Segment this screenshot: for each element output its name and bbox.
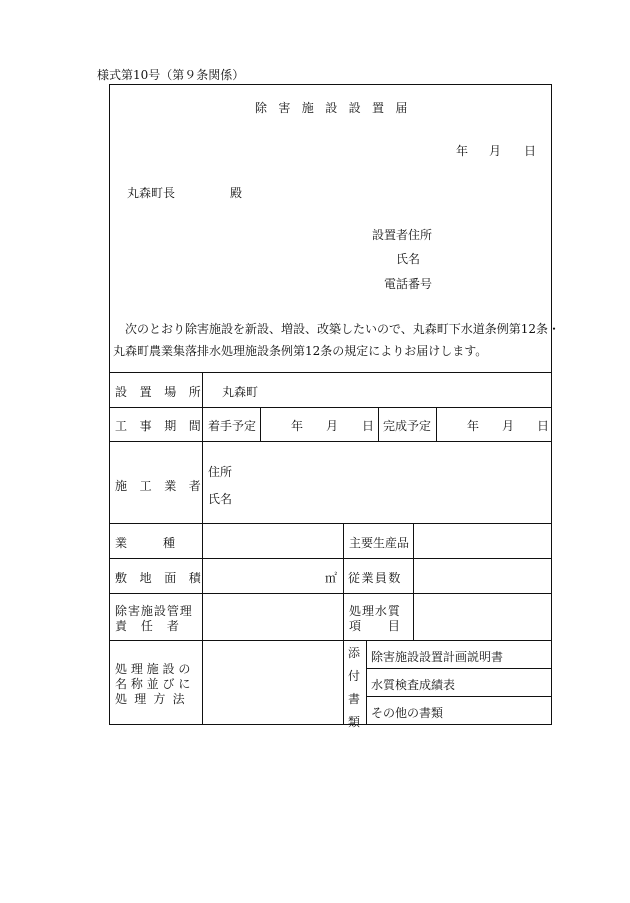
industry-label: 業 種: [115, 536, 176, 550]
statement-line-1: 次のとおり除害施設を新設、増設、改築したいので、丸森町下水道条例第12条・: [125, 322, 561, 336]
complete-year: 年: [467, 419, 480, 433]
complete-label: 完成予定: [383, 419, 432, 433]
date-year: 年: [456, 144, 469, 158]
applicant-address-label: 設置者住所: [372, 228, 433, 242]
start-year: 年: [291, 419, 304, 433]
row-divider: [109, 372, 552, 373]
main-products-label: 主要生産品: [349, 536, 410, 550]
contractor-label: 施工業者: [115, 479, 214, 493]
applicant-name-label: 氏名: [396, 252, 421, 266]
row-divider: [109, 558, 552, 559]
complete-month: 月: [502, 419, 515, 433]
facility-label-2: 名称並びに: [115, 677, 195, 691]
start-day: 日: [362, 419, 375, 433]
attachments-label-char: 付: [347, 669, 360, 683]
start-label: 着手予定: [208, 419, 257, 433]
date-day: 日: [524, 144, 537, 158]
manager-label-1: 除害施設管理: [115, 604, 193, 618]
row-divider: [366, 696, 552, 697]
attachment-item: 水質検査成績表: [371, 678, 456, 692]
area-unit: ㎡: [325, 571, 338, 585]
water-quality-label-1: 処理水質: [349, 604, 401, 618]
attachments-label: [347, 642, 361, 734]
attachments-label-char: 類: [347, 715, 360, 729]
column-divider: [378, 407, 379, 441]
column-divider: [436, 407, 437, 441]
attachment-item: 除害施設設置計画説明書: [371, 650, 504, 664]
statement-line-2: 丸森町農業集落排水処理施設条例第12条の規定によりお届けします。: [113, 344, 488, 358]
facility-label-1: 処理施設の: [115, 662, 195, 676]
column-divider: [260, 407, 261, 441]
row-divider: [109, 593, 552, 594]
contractor-name-label: 氏名: [208, 492, 233, 506]
facility-label-3: 処理方法: [115, 692, 192, 706]
period-label: 工事期間: [115, 419, 214, 433]
site-area-label: 敷地面積: [115, 571, 214, 585]
form-number: 様式第10号（第９条関係）: [97, 68, 245, 82]
addressee-honorific: 殿: [230, 186, 243, 200]
page-title: 除害施設設置届: [255, 101, 419, 115]
addressee-name: 丸森町長: [127, 186, 176, 200]
row-divider: [109, 640, 552, 641]
applicant-phone-label: 電話番号: [384, 277, 433, 291]
row-divider: [366, 668, 552, 669]
employees-label: 従業員数: [348, 571, 402, 585]
location-label: 設置場所: [115, 385, 214, 399]
row-divider: [109, 441, 552, 442]
column-divider: [343, 523, 344, 725]
water-quality-label-2: 項 目: [349, 619, 401, 633]
row-divider: [109, 523, 552, 524]
attachments-label-char: 書: [347, 692, 360, 706]
start-month: 月: [326, 419, 339, 433]
attachment-item: その他の書類: [371, 706, 444, 720]
attachments-label-char: 添: [347, 646, 360, 660]
column-divider: [413, 523, 414, 640]
row-divider: [109, 407, 552, 408]
complete-day: 日: [537, 419, 550, 433]
manager-label-2: 責 任 者: [115, 619, 180, 633]
contractor-address-label: 住所: [208, 465, 233, 479]
date-month: 月: [489, 144, 502, 158]
location-value: 丸森町: [222, 385, 259, 399]
column-divider: [366, 640, 367, 725]
